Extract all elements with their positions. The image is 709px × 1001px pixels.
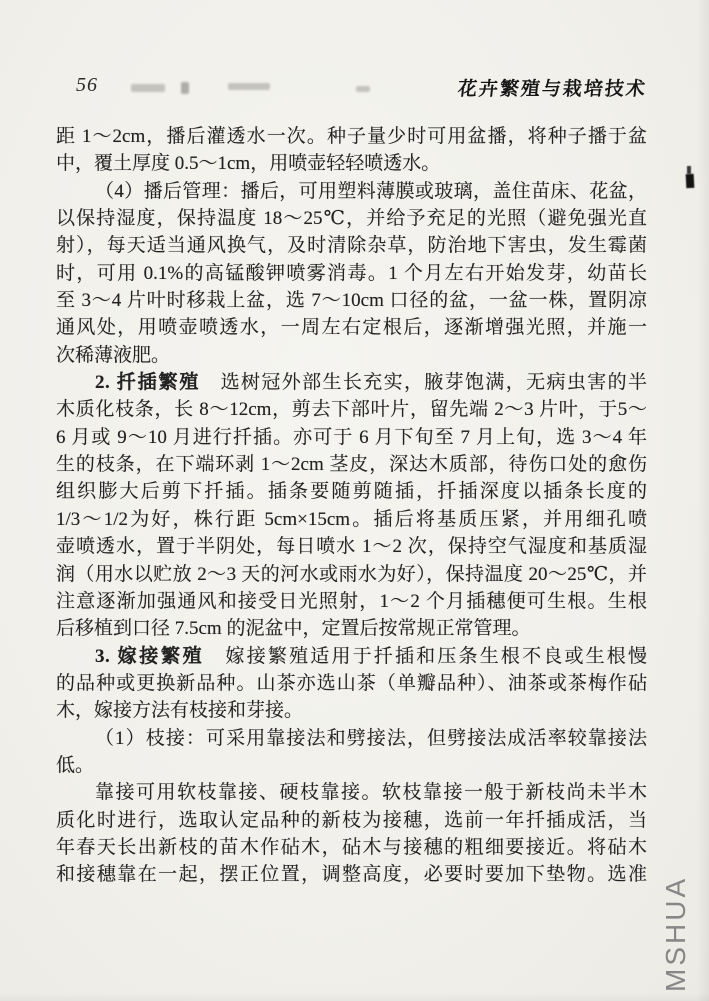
text-line: 质化时进行，选取认定品种的新枝为接穗，选前一年扦插成活，当 (56, 809, 647, 831)
text-line: 壶喷透水，置于半阴处，每日喷水 1～2 次，保持空气湿度和基质湿 (56, 536, 647, 558)
text-line: 6 月或 9～10 月进行扦插。亦可于 6 月下旬至 7 月上旬，选 3～4 年 (56, 426, 647, 448)
text-line: 年春天长出新枝的苗木作砧木，砧木与接穗的粗细要接近。将砧木 (56, 836, 647, 858)
text-line: （4）播后管理：播后，可用塑料薄膜或玻璃，盖住苗床、花盆， (94, 180, 647, 202)
text-line: 润（用水以贮放 2～3 天的河水或雨水为好），保持温度 20～25℃，并 (56, 563, 647, 585)
body-text (56, 123, 647, 889)
scan-edge-shadow (697, 0, 709, 1001)
text-line: 靠接可用软枝靠接、硬枝靠接。软枝靠接一般于新枝尚未半木 (94, 782, 647, 804)
page-header (56, 74, 647, 102)
text-line: 生的枝条，在下端环剥 1～2cm 茎皮，深达木质部，待伤口处的愈伤 (56, 454, 647, 476)
text-line: 距 1～2cm，播后灌透水一次。种子量少时可用盆播，将种子播于盆 (56, 126, 647, 147)
scan-smudge (181, 82, 189, 94)
scan-smudge (228, 83, 270, 90)
text-line: 后移植到口径 7.5cm 的泥盆中，定置后按常规正常管理。 (56, 618, 531, 640)
watermark: MSHUA (660, 875, 691, 992)
scan-edge-shadow (0, 993, 709, 1001)
section-heading: 2. 扦插繁殖 (94, 372, 201, 394)
section-heading: 3. 嫁接繁殖 (94, 645, 205, 667)
text-line: 注意逐渐加强通风和接受日光照射，1～2 个月插穗便可生根。生根 (56, 590, 647, 612)
text-line: 3. 嫁接繁殖 嫁接繁殖适用于扦插和压条生根不良或生根慢 (94, 645, 647, 667)
page-number: 56 (76, 74, 98, 96)
text-line: 至 3～4 片叶时移栽上盆，选 7～10cm 口径的盆，一盆一株，置阴凉 (56, 290, 647, 312)
text-line: 1/3～1/2为好，株行距 5cm×15cm。插后将基质压紧，并用细孔喷 (56, 508, 647, 530)
running-head: 花卉繁殖与栽培技术 (456, 79, 648, 100)
text-line: 次稀薄液肥。 (56, 344, 171, 366)
text-line: 射），每天适当通风换气，及时清除杂草，防治地下害虫，发生霉菌 (56, 235, 647, 257)
text-line: 中，覆土厚度 0.5～1cm，用喷壶轻轻喷透水。 (56, 153, 441, 175)
text-line: 的品种或更换新品种。山茶亦选山茶（单瓣品种）、油茶或茶梅作砧 (56, 672, 647, 694)
text-line: 通风处，用喷壶喷透水，一周左右定根后，逐渐增强光照，并施一 (56, 317, 647, 339)
text-line: （1）枝接：可采用靠接法和劈接法，但劈接法成活率较靠接法 (94, 727, 647, 749)
text-line: 以保持湿度，保持温度 18～25℃，并给予充足的光照（避免强光直 (56, 208, 647, 230)
scan-smudge (356, 86, 370, 92)
text-line: 木，嫁接方法有枝接和芽接。 (56, 700, 304, 722)
scan-smudge (131, 84, 165, 92)
text-line: 和接穗靠在一起，摆正位置，调整高度，必要时要加下垫物。选准 (56, 864, 647, 886)
text-line: 组织膨大后剪下扦插。插条要随剪随插，扦插深度以插条长度的 (56, 481, 647, 503)
text-line: 2. 扦插繁殖 选树冠外部生长充实，腋芽饱满，无病虫害的半 (94, 372, 647, 394)
text-line: 木质化枝条，长 8～12cm，剪去下部叶片，留先端 2～3 片叶，于5～ (56, 399, 647, 421)
text-line: 时，可用 0.1%的高锰酸钾喷雾消毒。1 个月左右开始发芽，幼苗长 (56, 262, 647, 284)
text-line: 低。 (56, 754, 95, 776)
ink-blot (686, 166, 695, 190)
